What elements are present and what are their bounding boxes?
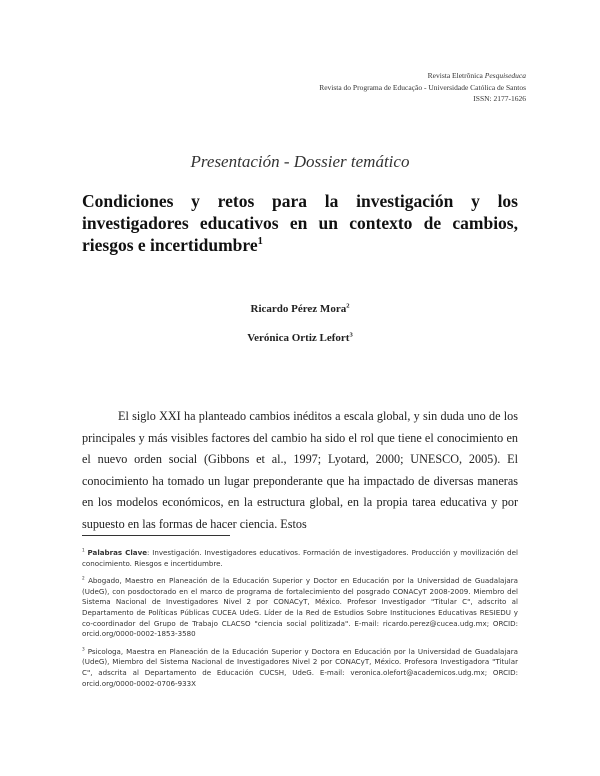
author-1-footnote-marker[interactable]: 2: [346, 302, 350, 310]
article-title-text: Condiciones y retos para la investigación y los investigadores educativos en un contexto de cambios, riesgos e incertidumbre: [82, 191, 518, 255]
footnote-2-text: Abogado, Maestro en Planeación de la Educación Superior y Doctor en Educación por la Universidad de Guadalajara (UdeG), con posdoctorado en el marco de programa de fortalecimiento del posgrado CONACyT 2008-2009. Miembro del Sistema Nacional de Investigadores Nivel 2 por CONACyT, México. Profesor Investigador "Titular C", adscrito al Departamento de Políticas Públicas CUCEA UdeG. Líder de la Red de Estudios Sobre Instituciones Educativas RESIEDU y co-coordinador del Grupo de Trabajo CLACSO "ciencia social politizada". E-mail: ricardo.perez@cucea.udg.mx; ORCID: orcid.org/0000-0002-1853-3580: [82, 576, 518, 639]
footnote-2-number: 2: [82, 576, 85, 582]
journal-issn: ISSN: 2177-1626: [473, 94, 526, 103]
journal-name-italic: Pesquiseduca: [484, 71, 526, 80]
footnote-1-label: Palabras Clave: [87, 548, 148, 557]
author-2: [0, 332, 600, 344]
journal-subtitle: Revista do Programa de Educação - Universidade Católica de Santos: [319, 82, 526, 92]
author-1: [0, 303, 600, 315]
footnote-3-number: 3: [82, 647, 85, 653]
journal-header: [319, 70, 526, 105]
footnotes: [82, 548, 518, 696]
body-paragraph: El siglo XXI ha planteado cambios inéditos a escala global, y sin duda uno de los principales y más visibles factores del cambio ha sido el rol que tiene el conocimiento en el nuevo orden social (Gibbons et al., 1997; Lyotard, 2000; UNESCO, 2005). El conocimiento ha tomado un lugar preponderante que ha impactado de diversas maneras en los modelos económicos, en la estructura global, en la propia tarea educativa y por supuesto en las formas de hacer ciencia. Estos: [82, 409, 518, 531]
footnote-1: [82, 548, 518, 569]
footnote-2: [82, 576, 518, 640]
footnote-3-text: Psicologa, Maestra en Planeación de la Educación Superior y Doctora en Educación por la Universidad de Guadalajara (UdeG), Miembro del Sistema Nacional de Investigadores Nivel 2 por CONACyT, México. Profesora Investigadora "Titular C", adscrita al Departamento de Educación CUCSH, UdeG. E-mail: veronica.olefort@academicos.udg.mx; ORCID: orcid.org/0000-0002-0706-933X: [82, 646, 518, 688]
journal-name: Revista Eletrônica Pesquiseduca: [427, 71, 526, 80]
footnote-1-text: : Investigación. Investigadores educativos. Formación de investigadores. Producción y movilización del conocimiento. Riesgos e incertidumbre.: [82, 548, 518, 568]
author-2-footnote-marker[interactable]: 3: [349, 331, 353, 339]
footnote-1-number: 1: [82, 548, 85, 554]
footnote-divider: [82, 535, 230, 536]
author-2-name: Verónica Ortiz Lefort: [247, 332, 350, 344]
article-title: [82, 190, 518, 256]
footnote-3: [82, 647, 518, 689]
title-footnote-marker[interactable]: 1: [257, 236, 263, 248]
author-1-name: Ricardo Pérez Mora: [250, 303, 347, 315]
section-title: Presentación - Dossier temático: [190, 152, 410, 171]
